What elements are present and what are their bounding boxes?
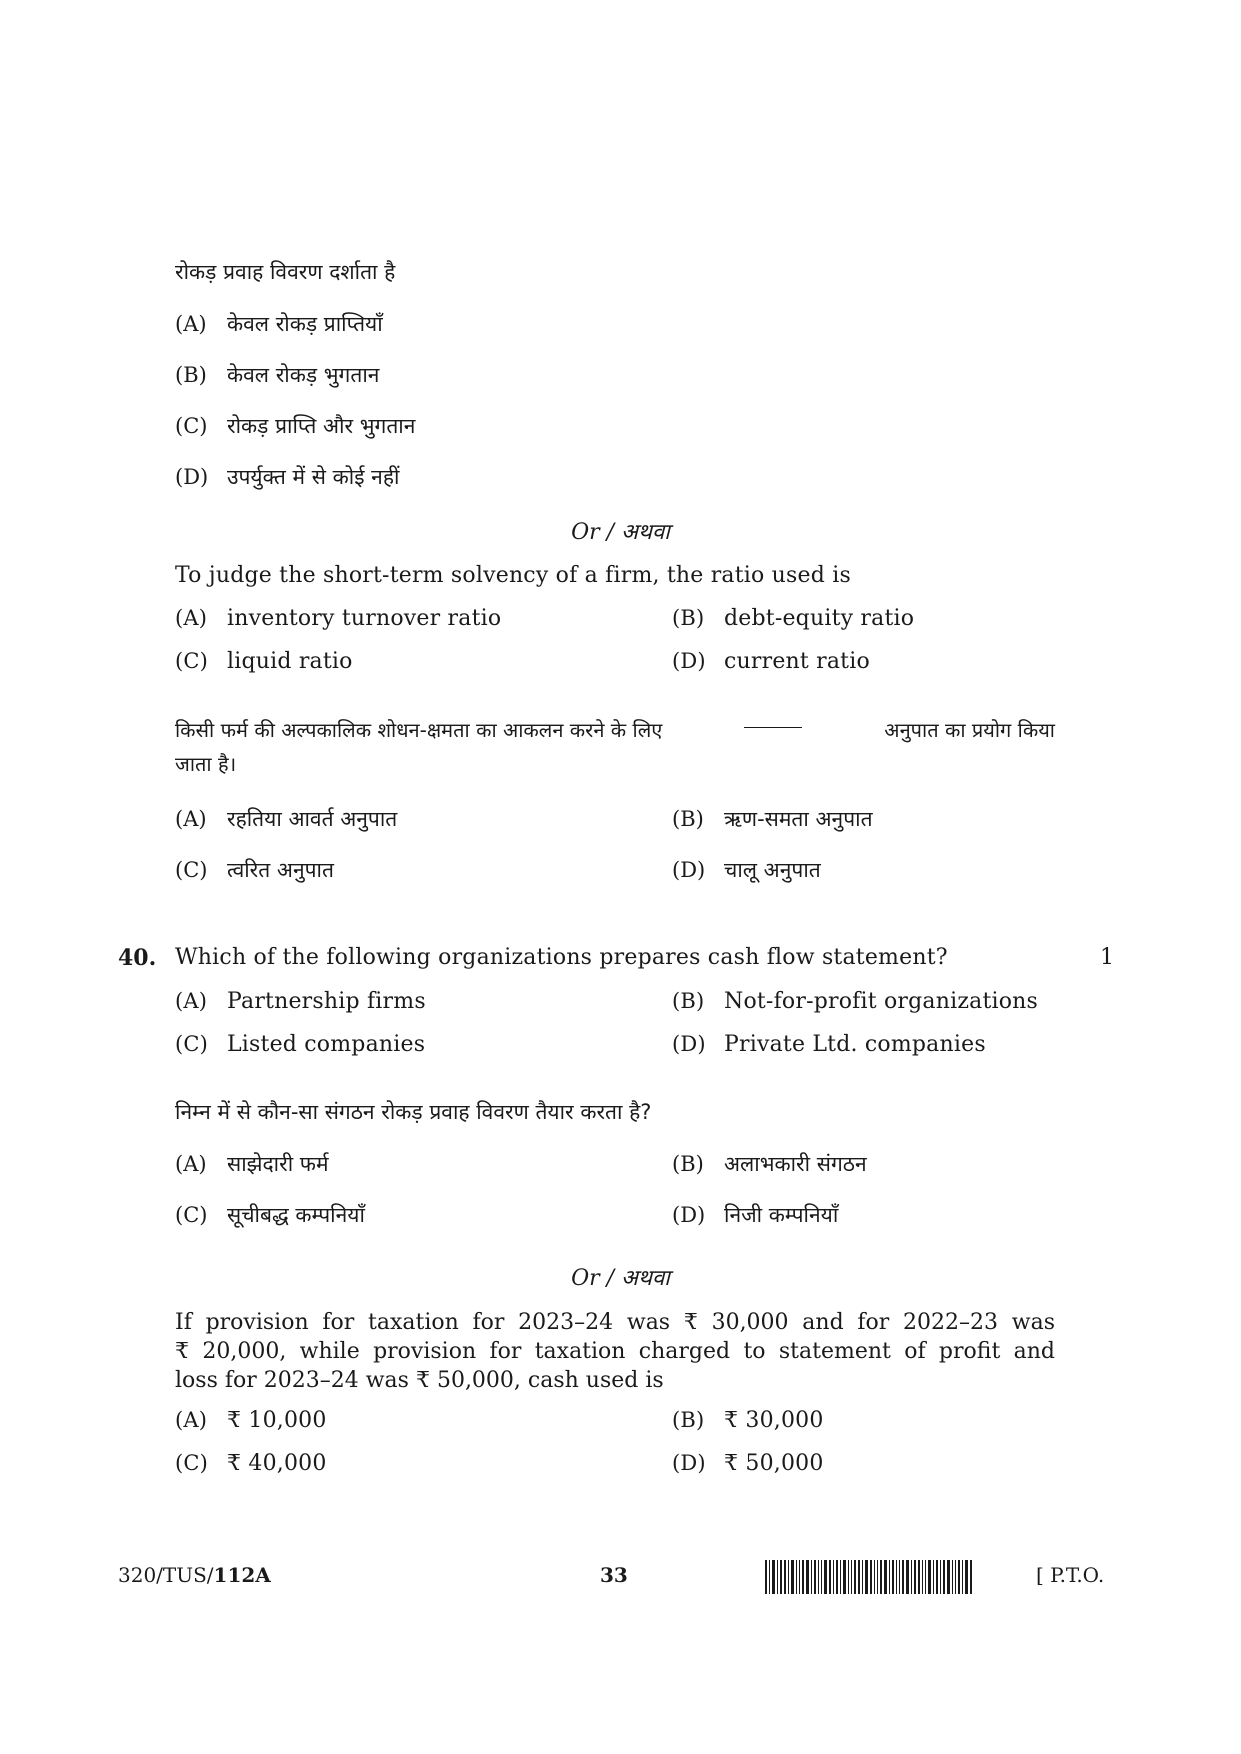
- barcode-bar: [858, 1560, 860, 1594]
- barcode-bar: [788, 1560, 789, 1594]
- option-label: (B): [672, 606, 705, 630]
- option-label: (C): [175, 649, 209, 673]
- barcode-bar: [870, 1560, 872, 1594]
- question-number: 40.: [118, 945, 157, 971]
- option-a: [175, 1150, 329, 1178]
- option-text: inventory turnover ratio: [227, 606, 502, 631]
- barcode-bar: [906, 1560, 909, 1594]
- barcode-bar: [936, 1560, 938, 1594]
- question-stem: [175, 1308, 1055, 1395]
- option-label: (A): [175, 1408, 208, 1432]
- barcode-bar: [780, 1560, 782, 1594]
- option-b: [672, 606, 914, 631]
- barcode-bar: [970, 1560, 972, 1594]
- option-label: (A): [175, 989, 208, 1013]
- option-label: (A): [175, 1152, 207, 1176]
- barcode-bar: [965, 1560, 968, 1594]
- option-d: [672, 649, 870, 674]
- barcode-bar: [814, 1560, 816, 1594]
- option-label: (D): [672, 1032, 706, 1056]
- barcode-bar: [862, 1560, 863, 1594]
- option-a: [175, 310, 383, 338]
- barcode-bar: [799, 1560, 800, 1594]
- option-text: अलाभकारी संगठन: [724, 1152, 867, 1176]
- barcode-bar: [952, 1560, 953, 1594]
- paper-code-series: 112A: [213, 1563, 271, 1587]
- barcode-bar: [880, 1560, 882, 1594]
- option-d: [672, 1201, 838, 1229]
- barcode-bar: [840, 1560, 841, 1594]
- barcode-bar: [955, 1560, 956, 1594]
- fill-blank: [744, 713, 802, 728]
- option-text: ऋण-समता अनुपात: [724, 807, 873, 831]
- option-c: [175, 1201, 365, 1229]
- option-text: liquid ratio: [227, 649, 353, 674]
- stem-part: जाता है।: [175, 752, 237, 776]
- question-stem: Which of the following organizations prepares cash flow statement?: [175, 945, 948, 970]
- option-label: (D): [672, 1203, 706, 1227]
- barcode-bar: [874, 1560, 875, 1594]
- question-stem: To judge the short-term solvency of a firm, the ratio used is: [175, 563, 851, 588]
- option-label: (B): [672, 1408, 705, 1432]
- barcode-image: [765, 1560, 1020, 1594]
- option-label: (C): [175, 858, 208, 882]
- stem-part: किसी फर्म की अल्पकालिक शोधन-क्षमता का आकलन करने के लिए: [175, 718, 663, 742]
- barcode-bar: [854, 1560, 856, 1594]
- option-d: [672, 856, 821, 884]
- option-a: [175, 989, 426, 1014]
- barcode-bar: [892, 1560, 894, 1594]
- barcode-bar: [791, 1560, 794, 1594]
- barcode-bar: [884, 1560, 887, 1594]
- option-c: [175, 412, 415, 440]
- option-text: निजी कम्पनियाँ: [724, 1203, 839, 1227]
- barcode-bar: [943, 1560, 945, 1594]
- page-number: 33: [600, 1563, 628, 1587]
- option-text: debt-equity ratio: [724, 606, 915, 631]
- option-text: ₹ 30,000: [724, 1408, 824, 1433]
- option-label: (D): [672, 858, 706, 882]
- option-text: current ratio: [724, 649, 870, 674]
- option-label: (B): [672, 1152, 704, 1176]
- barcode-bar: [796, 1560, 797, 1594]
- option-b: [672, 989, 1038, 1014]
- option-c: [175, 1032, 425, 1057]
- barcode-bar: [833, 1560, 834, 1594]
- barcode-bar: [802, 1560, 804, 1594]
- option-text: Not-for-profit organizations: [724, 989, 1039, 1014]
- option-label: (A): [175, 312, 207, 336]
- stem-line: ₹ 20,000, while provision for taxation charged to statement of profit and: [175, 1339, 1055, 1364]
- or-separator: Or / अथवा: [571, 1266, 670, 1291]
- option-label: (C): [175, 1203, 208, 1227]
- barcode-bar: [877, 1560, 878, 1594]
- option-text: रहतिया आवर्त अनुपात: [227, 807, 398, 831]
- question-stem-hindi: रोकड़ प्रवाह विवरण दर्शाता है: [175, 260, 396, 284]
- barcode-bar: [821, 1560, 822, 1594]
- option-text: सूचीबद्ध कम्पनियाँ: [227, 1203, 365, 1227]
- option-d: [175, 463, 399, 491]
- question-stem-hindi: [175, 713, 1055, 781]
- barcode-bar: [772, 1560, 775, 1594]
- or-separator: Or / अथवा: [571, 520, 670, 545]
- barcode-bar: [769, 1560, 770, 1594]
- barcode-bar: [925, 1560, 926, 1594]
- option-text: Partnership firms: [227, 989, 426, 1014]
- barcode-bar: [933, 1560, 934, 1594]
- barcode-bar: [836, 1560, 838, 1594]
- barcode-bar: [962, 1560, 963, 1594]
- option-b: [175, 361, 379, 389]
- option-text: Private Ltd. companies: [724, 1032, 986, 1057]
- option-label: (B): [672, 989, 705, 1013]
- option-a: [175, 606, 501, 631]
- option-label: (C): [175, 1451, 209, 1475]
- option-label: (A): [175, 606, 208, 630]
- barcode-bar: [851, 1560, 852, 1594]
- option-label: (D): [175, 465, 209, 489]
- barcode-bar: [824, 1560, 827, 1594]
- option-c: [175, 1451, 327, 1476]
- option-d: [672, 1032, 986, 1057]
- barcode-bar: [922, 1560, 923, 1594]
- barcode-bar: [889, 1560, 890, 1594]
- barcode-bar: [896, 1560, 897, 1594]
- option-d: [672, 1451, 824, 1476]
- barcode-bar: [829, 1560, 831, 1594]
- option-text: त्वरित अनुपात: [227, 858, 334, 882]
- barcode-bar: [947, 1560, 950, 1594]
- option-text: Listed companies: [227, 1032, 426, 1057]
- barcode-bar: [928, 1560, 931, 1594]
- barcode-bar: [899, 1560, 900, 1594]
- option-b: [672, 1150, 867, 1178]
- option-text: चालू अनुपात: [724, 858, 821, 882]
- option-label: (C): [175, 1032, 209, 1056]
- stem-line: If provision for taxation for 2023–24 was ₹ 30,000 and for 2022–23 was: [175, 1310, 1055, 1335]
- barcode-bar: [777, 1560, 778, 1594]
- option-text: ₹ 50,000: [724, 1451, 824, 1476]
- option-label: (B): [175, 363, 207, 387]
- question-stem-hindi: निम्न में से कौन-सा संगठन रोकड़ प्रवाह विवरण तैयार करता है?: [175, 1100, 652, 1124]
- option-label: (B): [672, 807, 704, 831]
- barcode-bar: [818, 1560, 819, 1594]
- option-text: केवल रोकड़ भुगतान: [227, 363, 380, 387]
- option-text: साझेदारी फर्म: [227, 1152, 329, 1176]
- option-text: रोकड़ प्राप्ति और भुगतान: [227, 414, 416, 438]
- barcode-bar: [784, 1560, 786, 1594]
- barcode-bar: [902, 1560, 904, 1594]
- option-text: केवल रोकड़ प्राप्तियाँ: [227, 312, 383, 336]
- pto-label: [ P.T.O.: [1036, 1563, 1105, 1587]
- barcode-bar: [811, 1560, 812, 1594]
- option-c: [175, 856, 334, 884]
- option-a: [175, 805, 397, 833]
- barcode-bar: [940, 1560, 941, 1594]
- option-c: [175, 649, 353, 674]
- barcode-bar: [806, 1560, 809, 1594]
- barcode-bar: [958, 1560, 960, 1594]
- barcode-bar: [848, 1560, 849, 1594]
- option-label: (A): [175, 807, 207, 831]
- option-b: [672, 805, 873, 833]
- stem-line: loss for 2023–24 was ₹ 50,000, cash used is: [175, 1368, 664, 1393]
- stem-part: अनुपात का प्रयोग किया: [884, 718, 1055, 742]
- option-label: (D): [672, 1451, 706, 1475]
- barcode-bar: [843, 1560, 846, 1594]
- option-text: ₹ 40,000: [227, 1451, 327, 1476]
- barcode-bar: [911, 1560, 912, 1594]
- option-a: [175, 1408, 327, 1433]
- barcode-bar: [865, 1560, 868, 1594]
- option-label: (D): [672, 649, 706, 673]
- barcode-bar: [914, 1560, 916, 1594]
- question-marks: 1: [1100, 945, 1114, 970]
- option-label: (C): [175, 414, 208, 438]
- barcode-bar: [918, 1560, 920, 1594]
- option-b: [672, 1408, 824, 1433]
- option-text: उपर्युक्त में से कोई नहीं: [227, 465, 400, 489]
- barcode-bar: [765, 1560, 767, 1594]
- paper-code: [118, 1563, 271, 1587]
- option-text: ₹ 10,000: [227, 1408, 327, 1433]
- paper-code-prefix: 320/TUS/: [118, 1563, 214, 1587]
